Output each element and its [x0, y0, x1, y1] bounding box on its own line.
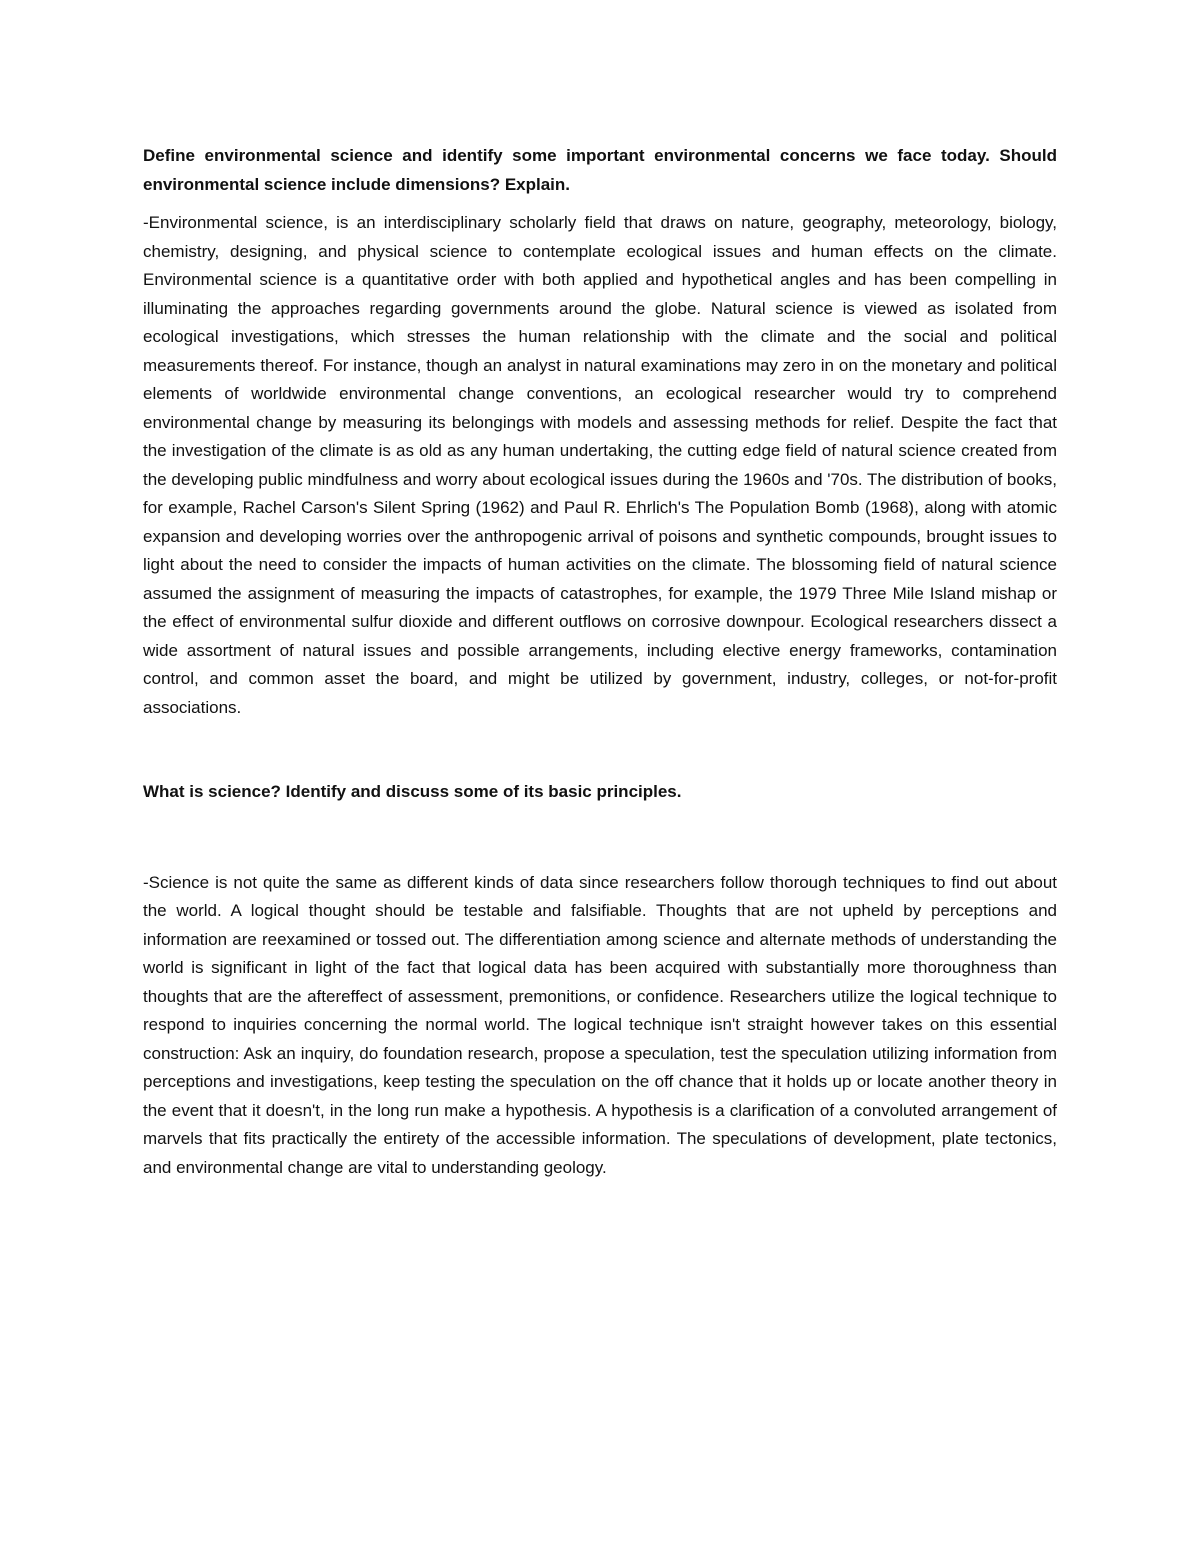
question-heading: Define environmental science and identify some important environmental concerns we face today. Should environmental science include dimensions? Explain.	[143, 146, 1057, 194]
question-heading: What is science? Identify and discuss some of its basic principles.	[143, 782, 682, 801]
document-body	[143, 142, 1057, 1182]
answer-paragraph: -Environmental science, is an interdisciplinary scholarly field that draws on nature, geography, meteorology, biology, chemistry, designing, and physical science to contemplate ecological issues and human effects on the climate. Environmental science is a quantitative order with both applied and hypothetical angles and has been compelling in illuminating the approaches regarding governments around the globe. Natural science is viewed as isolated from ecological investigations, which stresses the human relationship with the climate and the social and political measurements thereof. For instance, though an analyst in natural examinations may zero in on the monetary and political elements of worldwide environmental change conventions, an ecological researcher would try to comprehend environmental change by measuring its belongings with models and assessing methods for relief. Despite the fact that the investigation of the climate is as old as any human undertaking, the cutting edge field of natural science created from the developing public mindfulness and worry about ecological issues during the 1960s and '70s. The distribution of books, for example, Rachel Carson's Silent Spring (1962) and Paul R. Ehrlich's The Population Bomb (1968), along with atomic expansion and developing worries over the anthropogenic arrival of poisons and synthetic compounds, brought issues to light about the need to consider the impacts of human activities on the climate. The blossoming field of natural science assumed the assignment of measuring the impacts of catastrophes, for example, the 1979 Three Mile Island mishap or the effect of environmental sulfur dioxide and different outflows on corrosive downpour. Ecological researchers dissect a wide assortment of natural issues and possible arrangements, including elective energy frameworks, contamination control, and common asset the board, and might be utilized by government, industry, colleges, or not-for-profit associations.	[143, 213, 1057, 717]
answer-paragraph: -Science is not quite the same as different kinds of data since researchers follow thorough techniques to find out about the world. A logical thought should be testable and falsifiable. Thoughts that are not upheld by perceptions and information are reexamined or tossed out. The differentiation among science and alternate methods of understanding the world is significant in light of the fact that logical data has been acquired with substantially more thoroughness than thoughts that are the aftereffect of assessment, premonitions, or confidence. Researchers utilize the logical technique to respond to inquiries concerning the normal world. The logical technique isn't straight however takes on this essential construction: Ask an inquiry, do foundation research, propose a speculation, test the speculation utilizing information from perceptions and investigations, keep testing the speculation on the off chance that it holds up or locate another theory in the event that it doesn't, in the long run make a hypothesis. A hypothesis is a clarification of a convoluted arrangement of marvels that fits practically the entirety of the accessible information. The speculations of development, plate tectonics, and environmental change are vital to understanding geology.	[143, 872, 1057, 1177]
